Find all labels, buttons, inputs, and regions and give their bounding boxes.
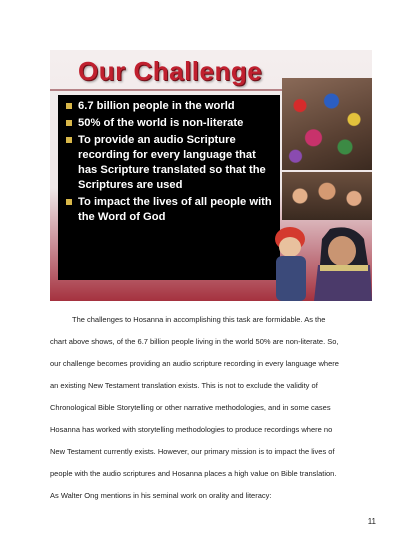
slide-bullet bbox=[64, 195, 274, 225]
slide-bullet bbox=[64, 99, 274, 114]
slide-bullet-text: To provide an audio Scripture recording for every language that has Scripture translated so that the Scriptures are used bbox=[78, 134, 266, 191]
body-line: our challenge becomes providing an audio scripture recording in every language where bbox=[50, 359, 339, 368]
square-bullet-icon bbox=[66, 137, 72, 143]
body-line: an existing New Testament translation exists. This is not to exclude the validity of bbox=[50, 381, 318, 390]
body-line: The challenges to Hosanna in accomplishing this task are formidable. As the bbox=[72, 315, 326, 324]
square-bullet-icon bbox=[66, 120, 72, 126]
slide-bullet-box bbox=[58, 95, 280, 280]
slide-title: Our Challenge bbox=[78, 56, 263, 86]
slide-bullet bbox=[64, 133, 274, 193]
group-photo bbox=[282, 78, 372, 170]
body-line: New Testament currently exists. However, our primary mission is to impact the lives of bbox=[50, 447, 335, 456]
children-photo bbox=[282, 172, 372, 220]
square-bullet-icon bbox=[66, 199, 72, 205]
page-number: 11 bbox=[367, 517, 376, 526]
body-line: As Walter Ong mentions in his seminal work on orality and literacy: bbox=[50, 491, 272, 500]
slide-bullet-text: 6.7 billion people in the world bbox=[78, 100, 235, 112]
body-paragraph bbox=[50, 314, 375, 512]
slide-bullet-text: To impact the lives of all people with the Word of God bbox=[78, 196, 272, 223]
slide-bullet bbox=[64, 116, 274, 131]
embedded-slide-image bbox=[50, 50, 372, 301]
slide-bullet-text: 50% of the world is non-literate bbox=[78, 117, 244, 129]
square-bullet-icon bbox=[66, 103, 72, 109]
body-line: Hosanna has worked with storytelling methodologies to produce recordings where no bbox=[50, 425, 333, 434]
body-line: chart above shows, of the 6.7 billion people living in the world 50% are non-literate. So, bbox=[50, 337, 339, 346]
body-line: people with the audio scriptures and Hosanna places a high value on Bible translation. bbox=[50, 469, 337, 478]
slide-bullet-list bbox=[58, 95, 280, 225]
mother-child-photo bbox=[260, 225, 372, 301]
body-line: Chronological Bible Storytelling or other narrative methodologies, and in some cases bbox=[50, 403, 331, 412]
